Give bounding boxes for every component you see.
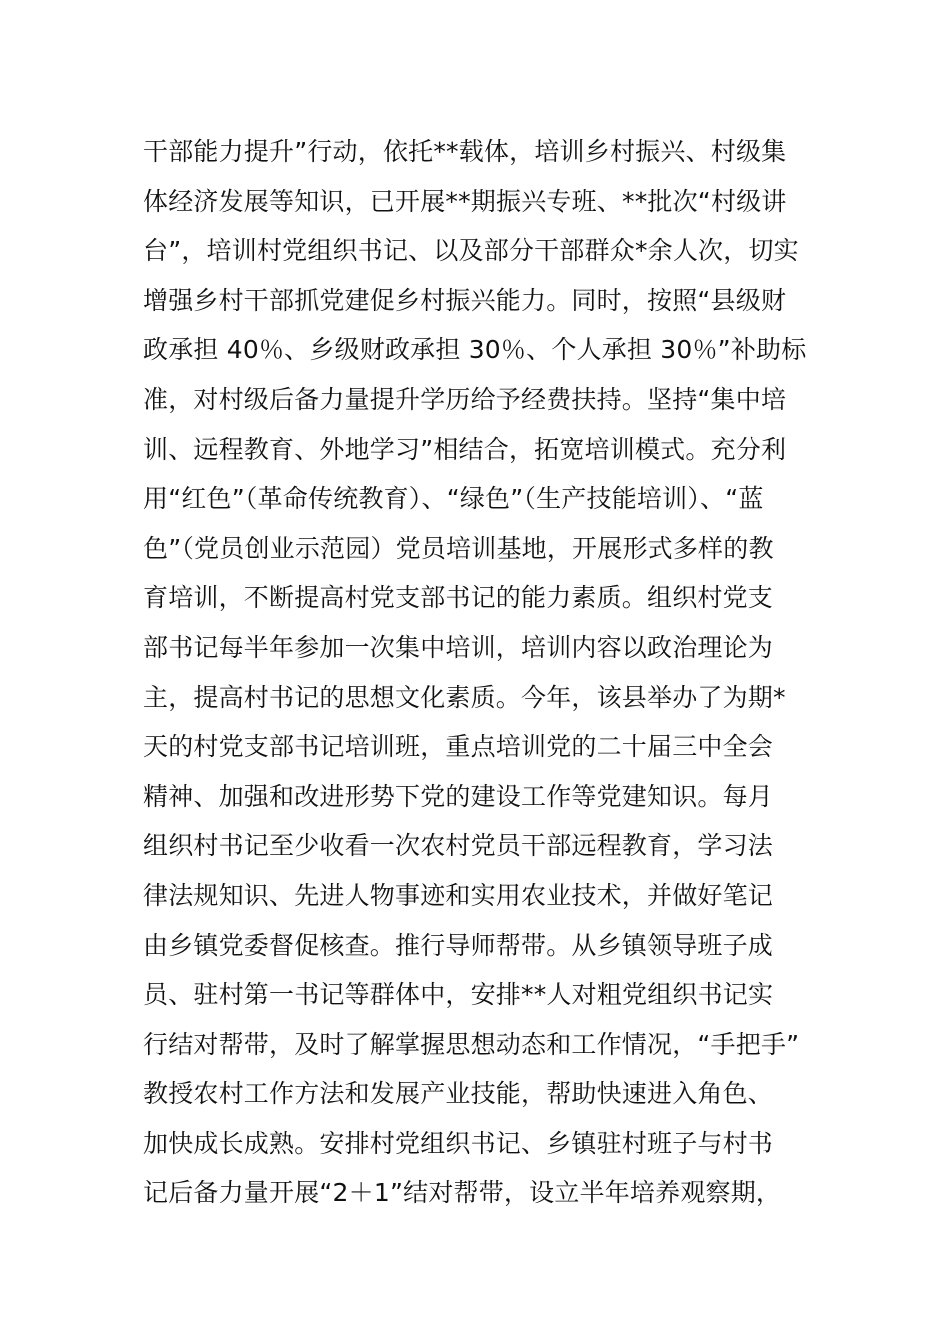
text-line: 色”（党员创业示范园）党员培训基地，开展形式多样的教 [143, 533, 774, 563]
body-paragraph [143, 127, 823, 1218]
text-line: 用“红色”（革命传统教育）、“绿色”（生产技能培训）、“蓝 [143, 484, 764, 514]
text-line: 增强乡村干部抓党建促乡村振兴能力。同时，按照“县级财 [143, 285, 787, 315]
text-line: 员、驻村第一书记等群体中，安排**人对粗党组织书记实 [143, 980, 774, 1010]
text-line: 政承担 40％、乡级财政承担 30％、个人承担 30％”补助标 [143, 335, 807, 365]
text-line: 天的村党支部书记培训班，重点培训党的二十届三中全会 [143, 732, 774, 762]
text-line: 加快成长成熟。安排村党组织书记、乡镇驻村班子与村书 [143, 1128, 774, 1158]
text-line: 记后备力量开展“2＋1”结对帮带，设立半年培养观察期， [143, 1178, 782, 1208]
text-line: 体经济发展等知识，已开展**期振兴专班、**批次“村级讲 [143, 186, 787, 216]
text-line: 教授农村工作方法和发展产业技能，帮助快速进入角色、 [143, 1079, 774, 1109]
text-line: 育培训，不断提高村党支部书记的能力素质。组织村党支 [143, 583, 774, 613]
text-line: 主，提高村书记的思想文化素质。今年，该县举办了为期* [143, 682, 786, 712]
text-line: 准，对村级后备力量提升学历给予经费扶持。坚持“集中培 [143, 384, 787, 414]
text-line: 行结对帮带，及时了解掌握思想动态和工作情况，“手把手” [143, 1029, 800, 1059]
text-line: 由乡镇党委督促核查。推行导师帮带。从乡镇领导班子成 [143, 930, 774, 960]
text-line: 组织村书记至少收看一次农村党员干部远程教育，学习法 [143, 831, 774, 861]
text-line: 干部能力提升”行动，依托**载体，培训乡村振兴、村级集 [143, 137, 787, 166]
text-line: 律法规知识、先进人物事迹和实用农业技术，并做好笔记 [143, 880, 774, 910]
text-line: 精神、加强和改进形势下党的建设工作等党建知识。每月 [143, 781, 774, 811]
text-line: 部书记每半年参加一次集中培训，培训内容以政治理论为 [143, 632, 774, 662]
text-line: 训、远程教育、外地学习”相结合，拓宽培训模式。充分利 [143, 434, 787, 464]
text-line: 台”，培训村党组织书记、以及部分干部群众*余人次，切实 [143, 236, 799, 266]
